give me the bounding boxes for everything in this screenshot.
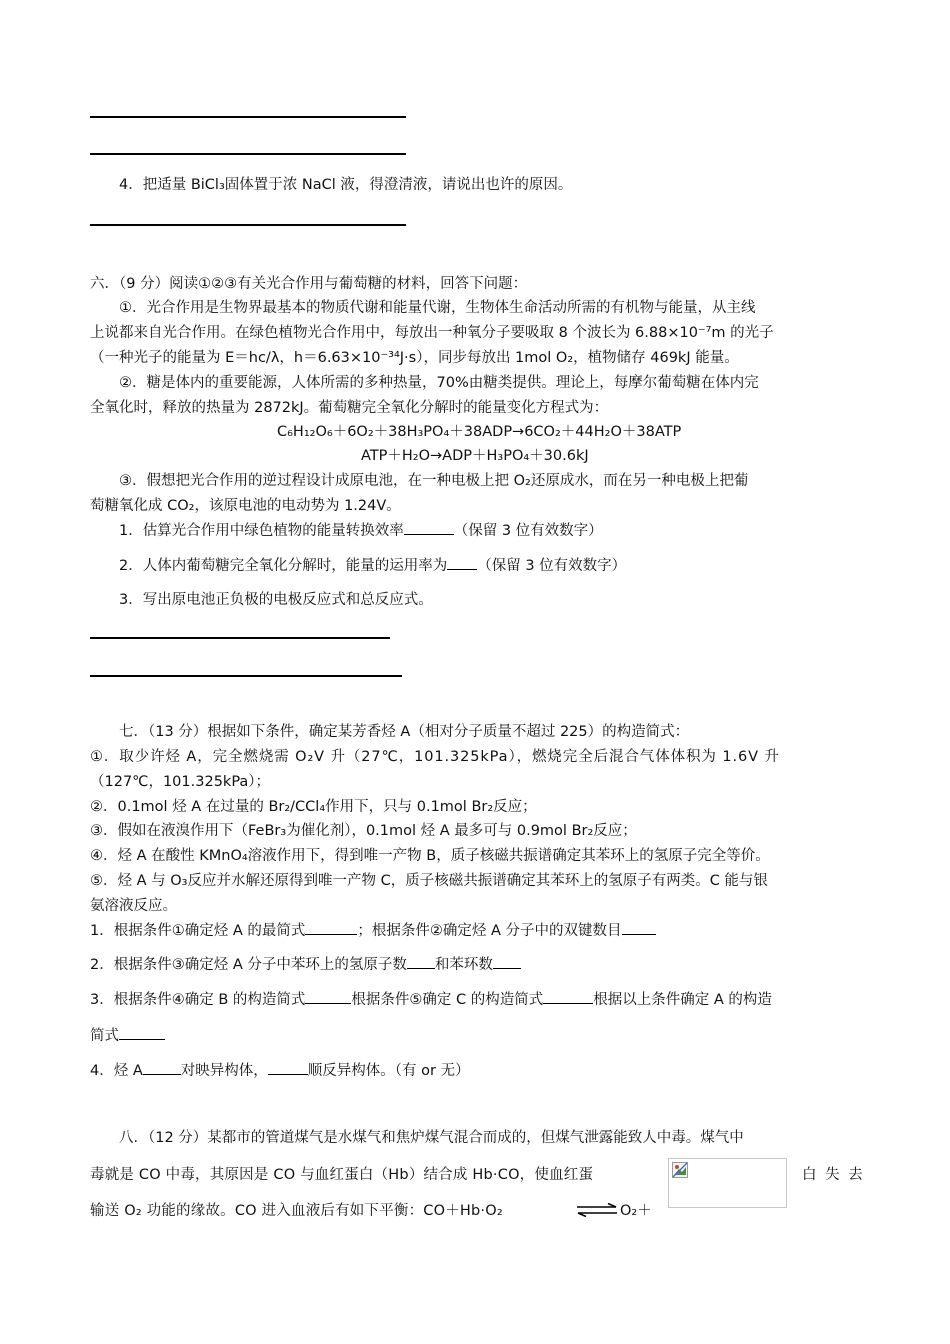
answer-line [90, 153, 406, 155]
question-text: （保留 3 位有效数字） [453, 523, 603, 539]
broken-image-placeholder [668, 1158, 787, 1208]
answer-line [90, 637, 390, 639]
question-3-continued [90, 1024, 165, 1045]
paragraph-line: O₂＋ [620, 1203, 652, 1219]
paragraph-line: 白 失 去 [802, 1167, 865, 1183]
answer-blank[interactable] [447, 569, 477, 570]
paragraph-line: ②．糖是体内的重要能源，人体所需的多种热量，70%由糖类提供。理论上，每摩尔葡萄糖在体内完 [119, 375, 759, 391]
broken-image-icon [672, 1162, 688, 1178]
paragraph-line: ①．光合作用是生物界最基本的物质代谢和能量代谢，生物体生命活动所需的有机物与能量，从主线 [119, 300, 756, 316]
paragraph-line: 毒就是 CO 中毒，其原因是 CO 与血红蛋白（Hb）结合成 Hb·CO，使血红蛋 [90, 1167, 594, 1183]
question-text: 2．根据条件③确定烃 A 分子中苯环上的氢原子数 [90, 957, 407, 973]
answer-blank[interactable] [543, 1003, 593, 1004]
section-heading: 七．（13 分）根据如下条件，确定某芳香烃 A（相对分子质量不超过 225）的构造简式： [119, 724, 690, 740]
question-1 [119, 519, 603, 540]
paragraph-line: 上说都来自光合作用。在绿色植物光合作用中，每放出一种氧分子要吸取 8 个波长为 6.88×10⁻⁷m 的光子 [90, 325, 774, 341]
question-text: ；根据条件②确定烃 A 分子中的双键数目 [357, 923, 622, 939]
paragraph-line: 全氧化时，释放的热量为 2872kJ。葡萄糖完全氧化分解时的能量变化方程式为： [90, 400, 609, 416]
condition-line: ⑤．烃 A 与 O₃反应并水解还原得到唯一产物 C，质子核磁共振谱确定其苯环上的氢原子有两类。C 能与银 [90, 873, 768, 889]
question-1 [90, 919, 656, 940]
question-text: 对映异构体， [180, 1063, 268, 1079]
question-text: 2．人体内葡萄糖完全氧化分解时，能量的运用率为 [119, 558, 448, 574]
question-text: 根据条件⑤确定 C 的构造简式 [351, 992, 544, 1008]
answer-blank[interactable] [119, 1039, 165, 1040]
answer-blank[interactable] [143, 1074, 181, 1075]
condition-line: 氨溶液反应。 [90, 898, 177, 914]
answer-blank[interactable] [407, 968, 435, 969]
condition-line: ④．烃 A 在酸性 KMnO₄溶液作用下，得到唯一产物 B，质子核磁共振谱确定其苯环上的氢原子完全等价。 [90, 848, 770, 864]
question-text: 3．根据条件④确定 B 的构造简式 [90, 992, 306, 1008]
question-text: 1．估算光合作用中绿色植物的能量转换效率 [119, 523, 404, 539]
condition-line: ②．0.1mol 烃 A 在过量的 Br₂/CCl₄作用下，只与 0.1mol Br₂反应； [90, 799, 537, 815]
chemical-equation: C₆H₁₂O₆＋6O₂＋38H₃PO₄＋38ADP→6CO₂＋44H₂O＋38ATP [277, 424, 682, 440]
question-text: 1．根据条件①确定烃 A 的最简式 [90, 923, 306, 939]
chemical-equation: ATP＋H₂O→ADP＋H₃PO₄＋30.6kJ [361, 448, 589, 464]
condition-line: （127℃，101.325kPa）； [90, 774, 271, 790]
answer-blank[interactable] [268, 1074, 308, 1075]
answer-blank[interactable] [493, 968, 521, 969]
answer-blank[interactable] [622, 934, 656, 935]
question-text: 简式 [90, 1028, 119, 1044]
question-2 [90, 953, 521, 974]
answer-blank[interactable] [305, 934, 357, 935]
section-heading: 六．（9 分）阅读①②③有关光合作用与葡萄糖的材料，回答下问题： [90, 276, 528, 292]
paragraph-line: 输送 O₂ 功能的缘故。CO 进入血液后有如下平衡：CO＋Hb·O₂ [90, 1203, 503, 1219]
paragraph-line: （一种光子的能量为 E＝hc/λ，h＝6.63×10⁻³⁴J·s），同步每放出 1mol O₂，植物储存 469kJ 能量。 [90, 350, 739, 366]
answer-blank[interactable] [305, 1003, 351, 1004]
answer-line [90, 116, 406, 118]
question-text: （保留 3 位有效数字） [477, 558, 627, 574]
answer-line [90, 224, 406, 226]
question-text: 根据以上条件确定 A 的构造 [593, 992, 772, 1008]
question-text: 4．烃 A [90, 1063, 143, 1079]
question-3 [90, 988, 772, 1009]
question-text: 顺反异构体。（有 or 无） [307, 1063, 470, 1079]
question-text: 4．把适量 BiCl₃固体置于浓 NaCl 液，得澄清液，请说出也许的原因。 [119, 177, 573, 193]
paragraph-line: ③．假想把光合作用的逆过程设计成原电池，在一种电极上把 O₂还原成水，而在另一种电极上把葡 [119, 473, 749, 489]
condition-line: ①．取少许烃 A，完全燃烧需 O₂V 升（27℃，101.325kPa），燃烧完全后混合气体体积为 1.6V 升 [90, 749, 780, 765]
question-text: 和苯环数 [434, 957, 493, 973]
question-2 [119, 554, 626, 575]
condition-line: ③．假如在液溴作用下（FeBr₃为催化剂），0.1mol 烃 A 最多可与 0.9mol Br₂反应； [90, 823, 637, 839]
question-3: 3．写出原电池正负极的电极反应式和总反应式。 [119, 592, 433, 608]
answer-blank[interactable] [404, 534, 454, 535]
paragraph-line: 萄糖氧化成 CO₂，该原电池的电动势为 1.24V。 [90, 498, 401, 514]
question-4 [90, 1059, 470, 1080]
answer-line [90, 675, 402, 677]
section-heading: 八．（12 分）某都市的管道煤气是水煤气和焦炉煤气混合而成的，但煤气泄露能致人中毒。煤气中 [119, 1130, 744, 1146]
equilibrium-arrow-icon [575, 1203, 619, 1217]
